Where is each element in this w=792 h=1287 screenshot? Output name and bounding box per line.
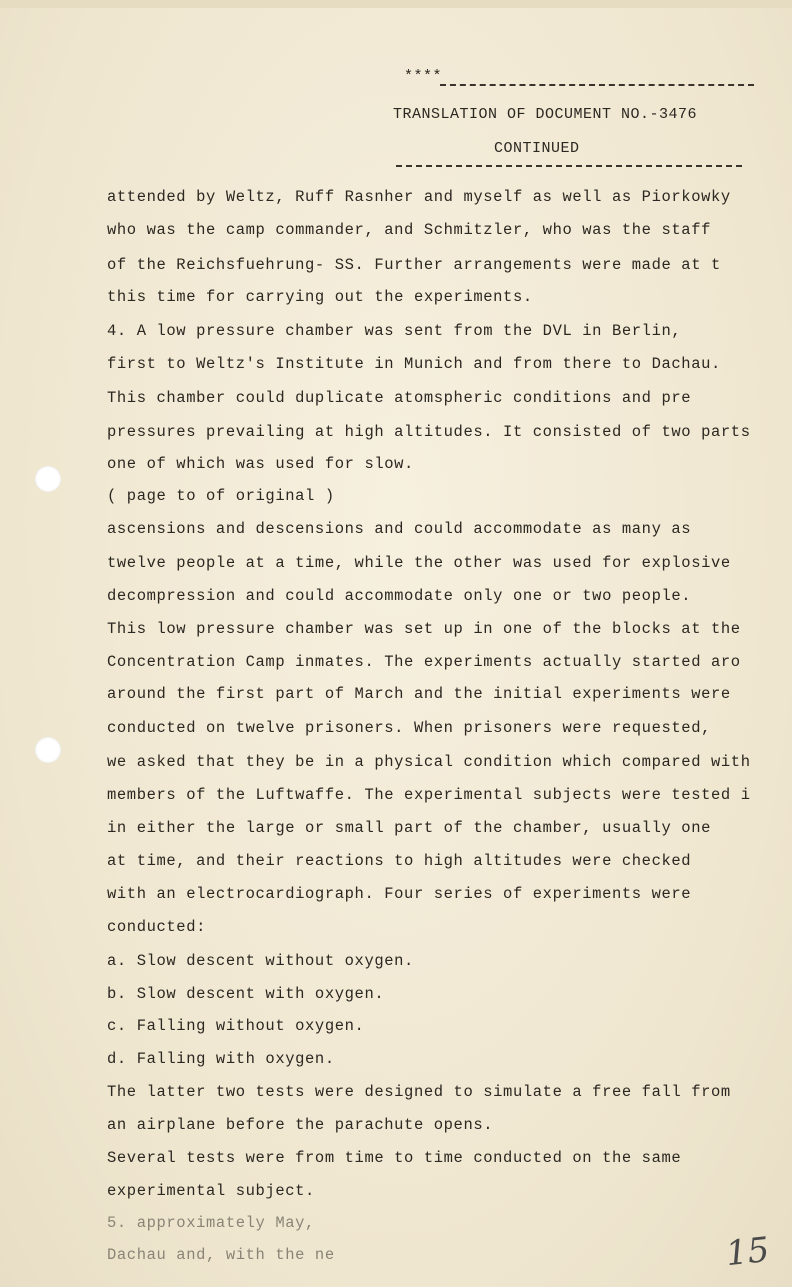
text-line: The latter two tests were designed to simulate a free fall from [107, 1083, 731, 1101]
text-line: experimental subject. [107, 1182, 315, 1200]
list-item: d. Falling with oxygen. [107, 1050, 335, 1068]
text-line: 4. A low pressure chamber was sent from the DVL in Berlin, [107, 322, 682, 340]
text-line: with an electrocardiograph. Four series of experiments were [107, 885, 692, 903]
header-rule-bottom [396, 165, 742, 167]
text-line: conducted: [107, 918, 207, 936]
text-line: at time, and their reactions to high altitudes were checked [107, 852, 692, 870]
header-marks: **** [404, 68, 443, 85]
text-line: Concentration Camp inmates. The experiments actually started aro [107, 653, 741, 671]
list-item: b. Slow descent with oxygen. [107, 985, 385, 1003]
text-line: Several tests were from time to time conducted on the same [107, 1149, 682, 1167]
text-line: conducted on twelve prisoners. When prisoners were requested, [107, 719, 711, 737]
text-line: ascensions and descensions and could accommodate as many as [107, 520, 692, 538]
text-line: This low pressure chamber was set up in one of the blocks at the [107, 620, 741, 638]
document-subtitle: CONTINUED [494, 140, 580, 157]
text-line: an airplane before the parachute opens. [107, 1116, 494, 1134]
document-title: TRANSLATION OF DOCUMENT NO.-3476 [393, 106, 698, 123]
text-line: first to Weltz's Institute in Munich and from there to Dachau. [107, 355, 721, 373]
list-item: a. Slow descent without oxygen. [107, 952, 414, 970]
text-line: This chamber could duplicate atomspheric conditions and pre [107, 389, 692, 407]
text-line: around the first part of March and the initial experiments were [107, 685, 731, 703]
text-line: twelve people at a time, while the other was used for explosive [107, 554, 731, 572]
text-line: attended by Weltz, Ruff Rasnher and myself as well as Piorkowky [107, 188, 731, 206]
page-number: 15 [724, 1229, 772, 1275]
text-line: pressures prevailing at high altitudes. It consisted of two parts [107, 423, 751, 441]
text-line: of the Reichsfuehrung- SS. Further arrangements were made at t [107, 256, 721, 274]
list-item: c. Falling without oxygen. [107, 1017, 365, 1035]
text-line: one of which was used for slow. [107, 455, 414, 473]
text-line: we asked that they be in a physical condition which compared with [107, 753, 751, 771]
text-line: in either the large or small part of the chamber, usually one [107, 819, 711, 837]
page-top-edge [0, 0, 792, 8]
text-line: who was the camp commander, and Schmitzler, who was the staff [107, 221, 711, 239]
punch-hole-upper [35, 466, 61, 492]
text-line-cutoff: Dachau and, with the ne [107, 1246, 335, 1264]
punch-hole-lower [35, 737, 61, 763]
page-marker: ( page to of original ) [107, 487, 335, 505]
text-line-cutoff: 5. approximately May, [107, 1214, 315, 1232]
text-line: decompression and could accommodate only one or two people. [107, 587, 692, 605]
text-line: members of the Luftwaffe. The experimental subjects were tested i [107, 786, 751, 804]
header-rule-top [440, 84, 754, 86]
text-line: this time for carrying out the experiments. [107, 288, 533, 306]
